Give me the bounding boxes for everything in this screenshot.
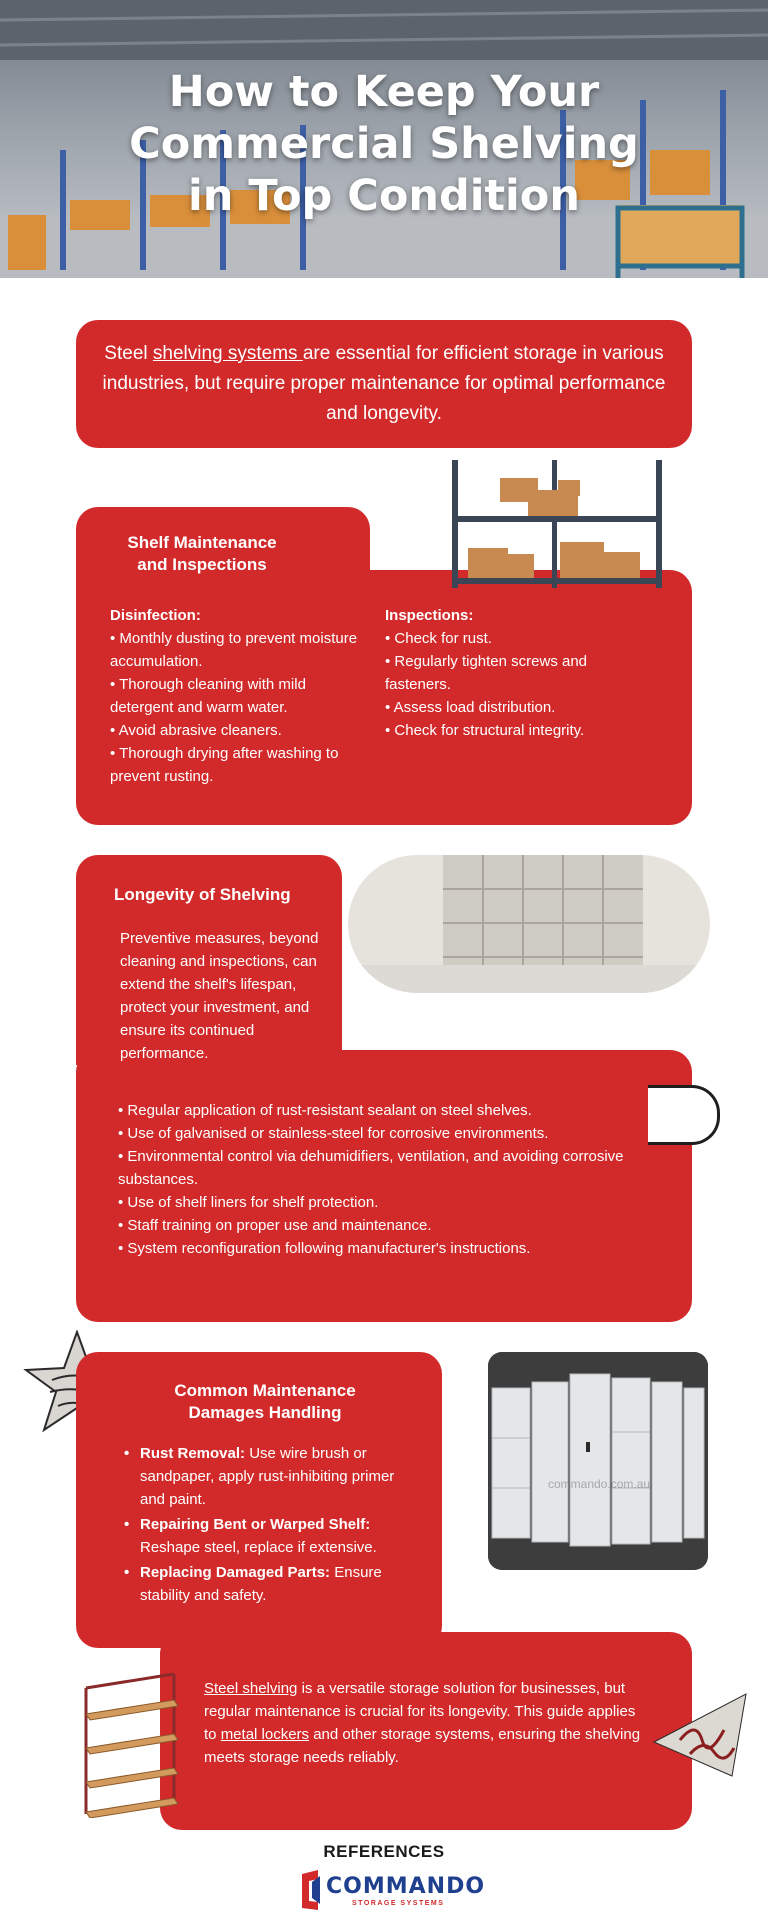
intro-text: [102, 339, 666, 429]
locker-photo: [488, 1352, 708, 1570]
repair-shelf-label: Repairing Bent or Warped Shelf:: [140, 1516, 371, 1533]
lockers-photo: [348, 855, 710, 993]
damages-title-line-2: Damages Handling: [188, 1403, 342, 1422]
inspections-list: [385, 627, 625, 742]
intro-prefix: Steel: [104, 343, 153, 364]
list-item: [118, 1442, 418, 1511]
damages-title-line-1: Common Maintenance: [174, 1381, 356, 1400]
commando-logo[interactable]: [296, 1868, 486, 1912]
replace-parts-label: Replacing Damaged Parts:: [140, 1564, 331, 1581]
rust-removal-label: Rust Removal:: [140, 1445, 246, 1462]
maintenance-title: [96, 532, 308, 576]
list-item: • Check for rust.: [385, 630, 492, 647]
page-title: [0, 66, 768, 222]
replace-parts-text: Ensure stability and safety.: [140, 1564, 382, 1604]
closing-text-1: is a versatile storage solution for businesses, but regular maintenance is crucial for its longevity. This guide applies to: [204, 1680, 636, 1743]
logo-mark-icon: [296, 1868, 326, 1912]
title-line-3: in Top Condition: [188, 171, 580, 221]
disinfection-list: [110, 627, 362, 788]
inspections-title: Inspections:: [385, 607, 474, 624]
brand-name: COMMANDO: [326, 1874, 486, 1899]
inspections-column: [385, 605, 625, 742]
title-line-1: How to Keep Your: [168, 67, 600, 117]
locker-photo-graphic: [488, 1352, 708, 1570]
wooden-shelf-illustration: [78, 1668, 186, 1818]
list-item: • Thorough drying after washing to prevent rusting.: [110, 745, 339, 785]
list-item: • Use of shelf liners for shelf protection.: [118, 1194, 379, 1211]
photo-watermark: commando.com.au: [548, 1477, 651, 1491]
notch-decoration: [648, 1085, 720, 1145]
steel-shelving-link[interactable]: Steel shelving: [204, 1680, 298, 1697]
list-item: • System reconfiguration following manufacturer's instructions.: [118, 1240, 531, 1257]
list-item: • Check for structural integrity.: [385, 722, 585, 739]
brand-subtitle: STORAGE SYSTEMS: [352, 1900, 445, 1907]
maintenance-title-line-2: and Inspections: [137, 555, 267, 574]
closing-text-2: and other storage systems, ensuring the shelving meets storage needs reliably.: [204, 1726, 641, 1766]
shelving-systems-link[interactable]: shelving systems: [152, 343, 303, 364]
longevity-intro: Preventive measures, beyond cleaning and inspections, can extend the shelf's lifespan, protect your investment, and ensure its continued performance.: [120, 930, 319, 1062]
damages-list: [118, 1442, 418, 1609]
title-line-2: Commercial Shelving: [129, 119, 639, 169]
metal-lockers-link[interactable]: metal lockers: [220, 1726, 310, 1743]
hero-banner: [0, 0, 768, 278]
list-item: • Environmental control via dehumidifiers, ventilation, and avoiding corrosive substances.: [118, 1148, 624, 1188]
list-item: • Staff training on proper use and maintenance.: [118, 1217, 432, 1234]
intro-card: [76, 320, 692, 448]
list-item: • Use of galvanised or stainless-steel for corrosive environments.: [118, 1125, 549, 1142]
references-heading: REFERENCES: [323, 1842, 445, 1861]
list-item: [118, 1561, 418, 1607]
list-item: • Avoid abrasive cleaners.: [110, 722, 282, 739]
disinfection-column: [110, 605, 362, 788]
repair-shelf-text: Reshape steel, replace if extensive.: [140, 1539, 377, 1556]
triangle-decoration: [650, 1690, 750, 1780]
maintenance-title-line-1: Shelf Maintenance: [127, 533, 277, 552]
list-item: • Regular application of rust-resistant sealant on steel shelves.: [118, 1102, 532, 1119]
intro-suffix: are essential for efficient storage in various industries, but require proper maintenance for optimal performance and longevity.: [102, 343, 666, 424]
closing-text: [204, 1677, 644, 1769]
list-item: • Assess load distribution.: [385, 699, 556, 716]
longevity-title: Longevity of Shelving: [114, 885, 291, 904]
list-item: • Regularly tighten screws and fasteners.: [385, 653, 588, 693]
disinfection-title: Disinfection:: [110, 607, 201, 624]
longevity-list: [118, 1099, 638, 1260]
damages-title: [130, 1380, 400, 1424]
list-item: [118, 1513, 418, 1559]
shelf-with-boxes-illustration: [448, 460, 668, 588]
list-item: • Monthly dusting to prevent moisture accumulation.: [110, 630, 358, 670]
rust-removal-text: Use wire brush or sandpaper, apply rust-inhibiting primer and paint.: [140, 1445, 395, 1508]
list-item: • Thorough cleaning with mild detergent and warm water.: [110, 676, 306, 716]
